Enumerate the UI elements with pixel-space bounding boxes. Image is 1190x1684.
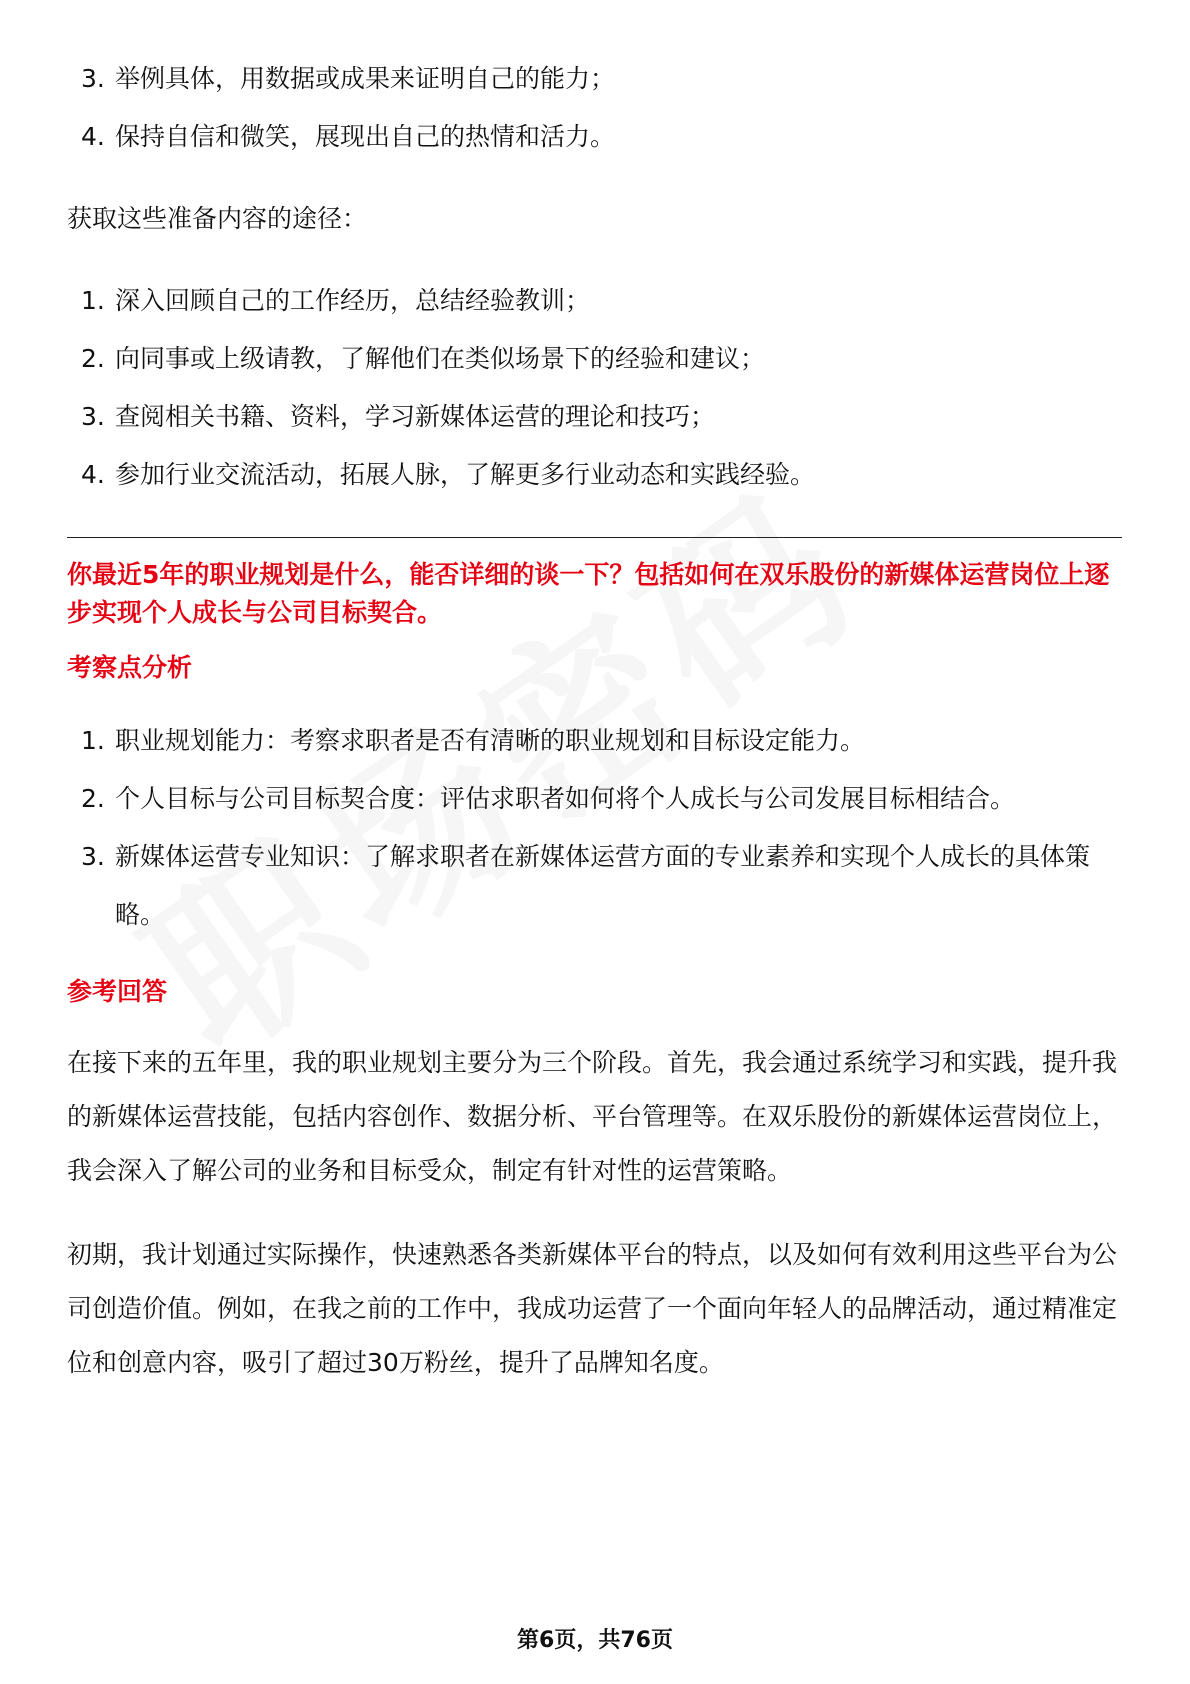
section-divider <box>67 537 1122 538</box>
answer-paragraph: 在接下来的五年里，我的职业规划主要分为三个阶段。首先，我会通过系统学习和实践，提升我的新媒体运营技能，包括内容创作、数据分析、平台管理等。在双乐股份的新媒体运营岗位上，我会深入了解公司的业务和目标受众，制定有针对性的运营策略。 <box>67 1048 1118 1185</box>
page-footer: 第6页，共76页 <box>517 1628 673 1653</box>
list-item <box>67 712 1122 770</box>
list-text: 保持自信和微笑，展现出自己的热情和活力。 <box>115 122 616 151</box>
list-number: 4. <box>81 460 105 489</box>
list-number: 3. <box>81 402 105 431</box>
list-item <box>67 828 1122 944</box>
list-item <box>67 770 1122 828</box>
list-number: 2. <box>81 784 105 813</box>
analysis-heading: 考察点分析 <box>67 653 193 682</box>
answer-paragraph: 初期，我计划通过实际操作，快速熟悉各类新媒体平台的特点，以及如何有效利用这些平台为公司创造价值。例如，在我之前的工作中，我成功运营了一个面向年轻人的品牌活动，通过精准定位和创意内容，吸引了超过30万粉丝，提升了品牌知名度。 <box>67 1240 1118 1377</box>
list-item <box>67 50 1122 108</box>
list-number: 3. <box>81 842 105 871</box>
page-content <box>67 50 1122 1390</box>
list-text: 深入回顾自己的工作经历，总结经验教训； <box>115 286 591 315</box>
list-number: 1. <box>81 286 105 315</box>
list-number: 3. <box>81 64 105 93</box>
list-text: 查阅相关书籍、资料，学习新媒体运营的理论和技巧； <box>115 402 716 431</box>
list-number: 4. <box>81 122 105 151</box>
prep-intro: 获取这些准备内容的途径： <box>67 204 368 233</box>
list-text: 参加行业交流活动，拓展人脉，了解更多行业动态和实践经验。 <box>115 460 816 489</box>
list-text: 个人目标与公司目标契合度：评估求职者如何将个人成长与公司发展目标相结合。 <box>115 784 1016 813</box>
list-item <box>67 446 1122 504</box>
list-text: 向同事或上级请教，了解他们在类似场景下的经验和建议； <box>115 344 766 373</box>
list-text: 新媒体运营专业知识：了解求职者在新媒体运营方面的专业素养和实现个人成长的具体策略。 <box>115 842 1091 929</box>
list-item <box>67 108 1122 166</box>
analysis-list <box>67 712 1122 944</box>
top-list <box>67 50 1122 166</box>
list-number: 2. <box>81 344 105 373</box>
list-item <box>67 330 1122 388</box>
prep-list <box>67 272 1122 504</box>
list-number: 1. <box>81 726 105 755</box>
list-item <box>67 388 1122 446</box>
list-item <box>67 272 1122 330</box>
list-text: 举例具体，用数据或成果来证明自己的能力； <box>115 64 616 93</box>
interview-question: 你最近5年的职业规划是什么，能否详细的谈一下？包括如何在双乐股份的新媒体运营岗位上逐步实现个人成长与公司目标契合。 <box>67 560 1110 627</box>
answer-heading: 参考回答 <box>67 977 168 1006</box>
list-text: 职业规划能力：考察求职者是否有清晰的职业规划和目标设定能力。 <box>115 726 866 755</box>
